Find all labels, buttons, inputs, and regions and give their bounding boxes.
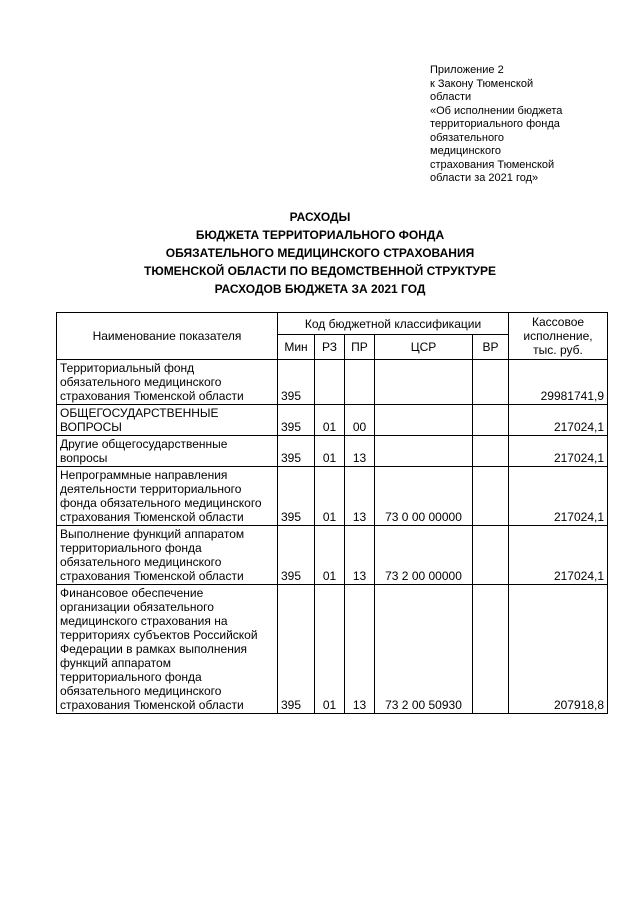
row-csr xyxy=(375,436,473,467)
row-name: Выполнение функций аппаратом территориального фонда обязательного медицинского страхования Тюменской области xyxy=(57,526,278,585)
row-amount: 207918,8 xyxy=(509,585,608,714)
table-row xyxy=(57,467,608,526)
header-amount: Кассовое исполнение, тыс. руб. xyxy=(509,313,608,360)
appendix-line: области за 2021 год» xyxy=(430,172,539,184)
row-pr xyxy=(345,360,375,405)
title-line: ОБЯЗАТЕЛЬНОГО МЕДИЦИНСКОГО СТРАХОВАНИЯ xyxy=(165,246,475,260)
row-amount: 217024,1 xyxy=(509,526,608,585)
row-vr xyxy=(473,360,509,405)
title-line: БЮДЖЕТА ТЕРРИТОРИАЛЬНОГО ФОНДА xyxy=(195,228,445,242)
row-pr: 13 xyxy=(345,436,375,467)
row-rz xyxy=(315,360,345,405)
row-name: Территориальный фонд обязательного медицинского страхования Тюменской области xyxy=(57,360,278,405)
expenses-table xyxy=(56,312,608,714)
row-min: 395 xyxy=(278,360,315,405)
appendix-line: обязательного xyxy=(430,131,504,144)
row-name: Другие общегосударственные вопросы xyxy=(57,436,278,467)
row-rz: 01 xyxy=(315,405,345,436)
row-min: 395 xyxy=(278,585,315,714)
row-csr xyxy=(375,405,473,436)
row-amount: 29981741,9 xyxy=(509,360,608,405)
header-rz: РЗ xyxy=(315,335,345,360)
row-amount: 217024,1 xyxy=(509,467,608,526)
row-rz: 01 xyxy=(315,436,345,467)
row-name: Непрограммные направления деятельности территориального фонда обязательного медицинского страхования Тюменской области xyxy=(57,467,278,526)
row-pr: 00 xyxy=(345,405,375,436)
row-min: 395 xyxy=(278,467,315,526)
document-title xyxy=(0,208,640,298)
header-csr: ЦСР xyxy=(375,335,473,360)
table-row xyxy=(57,405,608,436)
title-line: РАСХОДЫ xyxy=(289,210,351,224)
header-name: Наименование показателя xyxy=(57,313,278,360)
table-row xyxy=(57,360,608,405)
row-vr xyxy=(473,585,509,714)
row-amount: 217024,1 xyxy=(509,436,608,467)
row-min: 395 xyxy=(278,526,315,585)
appendix-line: медицинского xyxy=(430,145,501,157)
table-row xyxy=(57,526,608,585)
header-code-group: Код бюджетной классификации xyxy=(278,313,509,335)
title-line: ТЮМЕНСКОЙ ОБЛАСТИ ПО ВЕДОМСТВЕННОЙ СТРУКТУРЕ xyxy=(143,264,497,278)
row-csr: 73 2 00 50930 xyxy=(375,585,473,714)
row-vr xyxy=(473,436,509,467)
row-name: ОБЩЕГОСУДАРСТВЕННЫЕ ВОПРОСЫ xyxy=(57,405,278,436)
appendix-line: территориального фонда xyxy=(430,118,560,130)
header-vr: ВР xyxy=(473,335,509,360)
row-pr: 13 xyxy=(345,526,375,585)
row-csr xyxy=(375,360,473,405)
appendix-line: к Закону Тюменской xyxy=(430,77,534,90)
appendix-line: Приложение 2 xyxy=(430,64,504,76)
row-vr xyxy=(473,467,509,526)
header-min: Мин xyxy=(278,335,315,360)
header-pr: ПР xyxy=(345,335,375,360)
row-pr: 13 xyxy=(345,467,375,526)
row-vr xyxy=(473,526,509,585)
appendix-line: страхования Тюменской xyxy=(430,158,555,171)
row-min: 395 xyxy=(278,436,315,467)
table-row xyxy=(57,436,608,467)
row-pr: 13 xyxy=(345,585,375,714)
title-line: РАСХОДОВ БЮДЖЕТА ЗА 2021 ГОД xyxy=(214,282,426,296)
row-amount: 217024,1 xyxy=(509,405,608,436)
row-rz: 01 xyxy=(315,467,345,526)
row-csr: 73 2 00 00000 xyxy=(375,526,473,585)
appendix-note xyxy=(430,64,580,186)
row-vr xyxy=(473,405,509,436)
row-min: 395 xyxy=(278,405,315,436)
row-rz: 01 xyxy=(315,585,345,714)
row-rz: 01 xyxy=(315,526,345,585)
row-name: Финансовое обеспечение организации обязательного медицинского страхования на территориях субъектов Российской Федерации в рамках выполнения функций аппаратом территориального фонда обязательного медицинского страхования Тюменской области xyxy=(57,585,278,714)
appendix-line: области xyxy=(430,91,472,103)
table-row xyxy=(57,585,608,714)
row-csr: 73 0 00 00000 xyxy=(375,467,473,526)
appendix-line: «Об исполнении бюджета xyxy=(430,104,563,117)
